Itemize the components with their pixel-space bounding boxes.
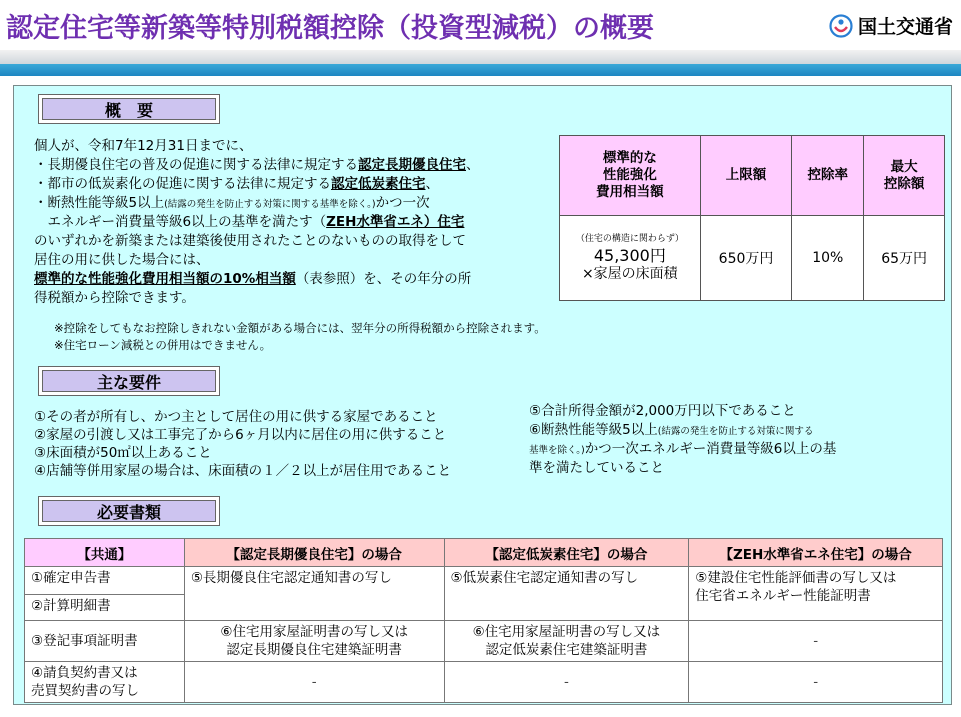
tax-cell-max: 65万円 — [864, 216, 945, 301]
ministry-brand — [829, 12, 953, 39]
tax-header-rate: 控除率 — [792, 136, 864, 216]
doc-zeh-1: ⑤建設住宅性能評価書の写し又は 住宅省エネルギー性能証明書 — [689, 567, 943, 621]
overview-line-7: 居住の用に供した場合には、 — [34, 252, 210, 268]
tax-header-cost: 標準的な 性能強化 費用相当額 — [560, 136, 701, 216]
tax-table-header-row — [560, 136, 945, 216]
requirement-3: ③床面積が50㎡以上あること — [34, 445, 212, 461]
documents-table — [24, 538, 943, 703]
tax-cell-rate: 10% — [792, 216, 864, 301]
doc-low-carbon-2: ⑥住宅用家屋証明書の写し又は 認定低炭素住宅建築証明書 — [444, 621, 689, 662]
overview-line-4: ・断熱性能等級5以上(結露の発生を防止する対策に関する基準を除く。)かつ一次 — [34, 195, 430, 211]
documents-header-row — [25, 539, 943, 567]
documents-row — [25, 662, 943, 703]
doc-low-carbon-1: ⑤低炭素住宅認定通知書の写し — [444, 567, 689, 621]
requirement-1: ①その者が所有し、かつ主として居住の用に供する家屋であること — [34, 409, 438, 425]
requirement-5: ⑤合計所得金額が2,000万円以下であること — [529, 403, 796, 419]
doc-common-2: ②計算明細書 — [25, 595, 185, 621]
section-label-documents: 必要書類 — [38, 496, 220, 526]
tax-header-max: 最大 控除額 — [864, 136, 945, 216]
overview-line-2: ・長期優良住宅の普及の促進に関する法律に規定する認定長期優良住宅、 — [34, 157, 480, 173]
doc-long-term-2: ⑥住宅用家屋証明書の写し又は 認定長期優良住宅建築証明書 — [184, 621, 444, 662]
doc-zeh-2: - — [689, 621, 943, 662]
requirement-6-line-1: ⑥断熱性能等級5以上(結露の発生を防止する対策に関する — [529, 422, 814, 438]
overview-note-1: ※控除をしてもなお控除しきれない金額がある場合には、翌年分の所得税額から控除されます。 — [54, 321, 546, 335]
doc-long-term-1: ⑤長期優良住宅認定通知書の写し — [184, 567, 444, 621]
doc-header-common: 【共通】 — [25, 539, 185, 567]
overview-line-6: のいずれかを新築または建築後使用されたことのないものの取得をして — [34, 233, 466, 249]
doc-common-4: ④請負契約書又は 売買契約書の写し — [25, 662, 185, 703]
term-zeh-housing: ZEH水準省エネ）住宅 — [326, 214, 465, 230]
term-deduction-rate: 標準的な性能強化費用相当額の10%相当額 — [34, 271, 296, 287]
overview-note-2: ※住宅ローン減税との併用はできません。 — [54, 338, 272, 352]
requirement-2: ②家屋の引渡し又は工事完了から6ヶ月以内に居住の用に供すること — [34, 427, 447, 443]
mlit-logo-icon — [829, 14, 853, 38]
tax-cell-base: （住宅の構造に関わらず） 45,300円 ×家屋の床面積 — [560, 216, 701, 301]
overview-line-3: ・都市の低炭素化の促進に関する法律に規定する認定低炭素住宅、 — [34, 176, 439, 192]
overview-line-8: 標準的な性能強化費用相当額の10%相当額（表参照）を、その年分の所 — [34, 271, 472, 287]
documents-row — [25, 621, 943, 662]
term-long-term-housing: 認定長期優良住宅 — [358, 157, 466, 173]
overview-line-5: エネルギー消費量等級6以上の基準を満たす（ZEH水準省エネ）住宅 — [34, 214, 465, 230]
doc-header-long-term: 【認定長期優良住宅】の場合 — [184, 539, 444, 567]
doc-zeh-3: - — [689, 662, 943, 703]
doc-common-3: ③登記事項証明書 — [25, 621, 185, 662]
doc-header-low-carbon: 【認定低炭素住宅】の場合 — [444, 539, 689, 567]
section-label-requirements: 主な要件 — [38, 366, 220, 396]
header-divider-blue — [0, 64, 961, 76]
page-title: 認定住宅等新築等特別税額控除（投資型減税）の概要 — [6, 13, 654, 44]
requirement-6-line-2: 基準を除く。)かつ一次エネルギー消費量等級6以上の基 — [529, 441, 837, 457]
documents-row — [25, 567, 943, 595]
doc-header-zeh: 【ZEH水準省エネ住宅】の場合 — [689, 539, 943, 567]
overview-line-1: 個人が、令和7年12月31日までに、 — [34, 138, 253, 154]
page-header — [0, 0, 961, 50]
tax-cell-limit: 650万円 — [700, 216, 792, 301]
overview-line-9: 得税額から控除できます。 — [34, 290, 195, 306]
tax-table-value-row — [560, 216, 945, 301]
tax-deduction-table — [559, 135, 945, 301]
section-label-overview: 概 要 — [38, 94, 220, 124]
doc-long-term-3: - — [184, 662, 444, 703]
ministry-name: 国土交通省 — [857, 16, 953, 38]
requirement-4: ④店舗等併用家屋の場合は、床面積の１／２以上が居住用であること — [34, 463, 452, 479]
doc-common-1: ①確定申告書 — [25, 567, 185, 595]
content-panel — [13, 85, 952, 705]
doc-low-carbon-3: - — [444, 662, 689, 703]
term-low-carbon-housing: 認定低炭素住宅 — [331, 176, 426, 192]
requirement-6-line-3: 準を満たしていること — [529, 460, 664, 476]
header-divider-grey — [0, 50, 961, 64]
tax-header-limit: 上限額 — [700, 136, 792, 216]
